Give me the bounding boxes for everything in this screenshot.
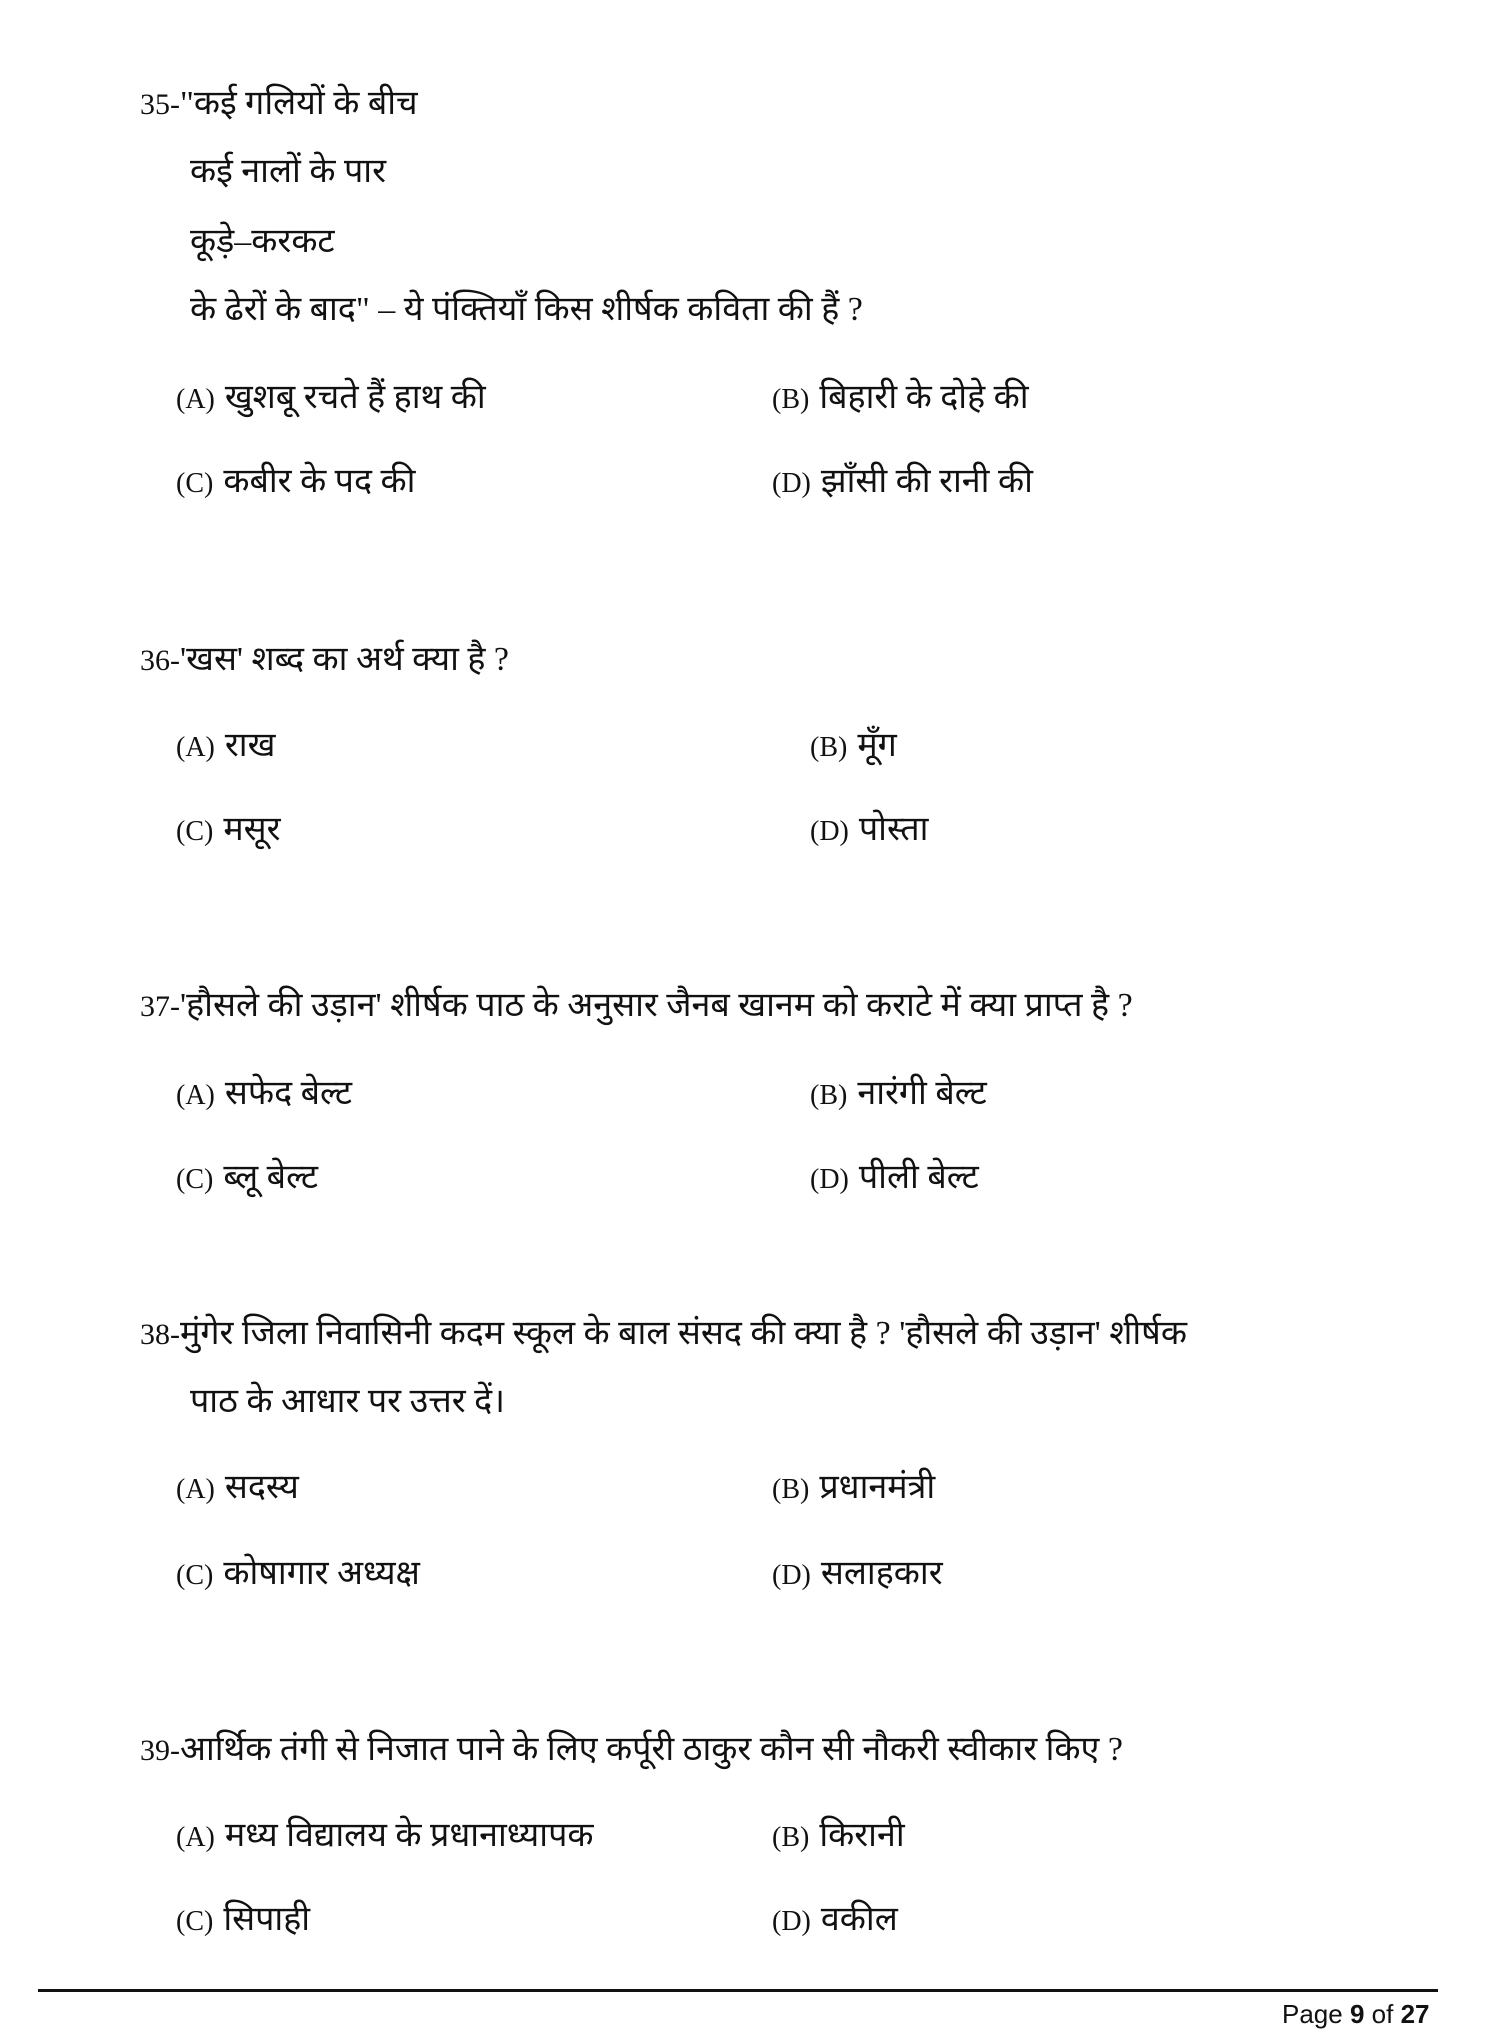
q35-option-d [772,462,1033,504]
q39-option-b [772,1816,905,1858]
option-key: (C) [176,1560,214,1591]
option-text: कोषागार अध्यक्ष [223,1555,420,1592]
option-key: (D) [772,1560,811,1591]
option-key: (C) [176,468,214,499]
option-key: (A) [176,1080,215,1111]
q36-option-a [176,726,275,768]
option-text: मध्य विद्यालय के प्रधानाध्यापक [224,1817,594,1854]
page-prefix: Page [1282,1999,1350,2029]
question-text: आर्थिक तंगी से निजात पाने के लिए कर्पूरी ठाकुर कौन सी नौकरी स्वीकार किए ? [180,1731,1123,1768]
question-38-line-1 [140,1314,1187,1355]
option-key: (D) [772,1906,811,1937]
question-number: 39- [140,1734,180,1767]
option-text: सिपाही [223,1901,311,1938]
q38-option-c [176,1554,420,1596]
q39-option-c [176,1900,310,1942]
option-text: बिहारी के दोहे की [819,379,1029,416]
page-of: of [1364,1999,1401,2029]
option-text: प्रधानमंत्री [819,1469,936,1506]
q37-option-d [810,1158,979,1200]
option-text: झाँसी की रानी की [820,463,1033,500]
option-text: राख [224,727,276,764]
q38-option-d [772,1554,943,1596]
q35-option-c [176,462,415,504]
q35-option-b [772,378,1029,420]
page-total: 27 [1400,1999,1430,2029]
question-35-line-1 [140,84,418,125]
question-38-line-2: पाठ के आधार पर उत्तर दें। [190,1383,506,1420]
option-key: (B) [810,732,848,763]
q38-option-a [176,1468,299,1510]
question-36 [140,640,509,681]
option-text: मसूर [223,811,281,848]
option-text: पीली बेल्ट [858,1159,979,1196]
question-text: मुंगेर जिला निवासिनी कदम स्कूल के बाल संसद की क्या है ? 'हौसले की उड़ान' शीर्षक [180,1315,1187,1352]
option-key: (D) [810,1164,849,1195]
option-text: पोस्ता [858,811,929,848]
question-37 [140,986,1133,1027]
q39-option-d [772,1900,898,1942]
option-key: (B) [772,1822,810,1853]
question-35-line-2: कई नालों के पार [190,153,386,190]
question-text: 'खस' शब्द का अर्थ क्या है ? [180,641,510,678]
option-key: (B) [772,1474,810,1505]
question-35-line-3: कूड़े–करकट [190,223,335,260]
question-number: 38- [140,1318,180,1351]
question-number: 35- [140,88,180,121]
option-text: ब्लू बेल्ट [223,1159,319,1196]
option-key: (B) [772,384,810,415]
q37-option-b [810,1074,987,1116]
q35-option-a [176,378,486,420]
footer-divider [38,1989,1438,1992]
option-text: मूँग [857,727,897,764]
option-key: (B) [810,1080,848,1111]
q38-option-b [772,1468,935,1510]
option-key: (A) [176,1474,215,1505]
question-35-line-4: के ढेरों के बाद" – ये पंक्तियाँ किस शीर्षक कविता की हैं ? [190,291,863,328]
option-key: (A) [176,732,215,763]
q39-option-a [176,1816,594,1858]
option-key: (C) [176,1906,214,1937]
option-text: सदस्य [224,1469,299,1506]
question-text: "कई गलियों के बीच [180,85,418,122]
option-key: (D) [772,468,811,499]
option-key: (D) [810,816,849,847]
option-key: (A) [176,1822,215,1853]
option-text: सफेद बेल्ट [224,1075,353,1112]
option-key: (A) [176,384,215,415]
option-text: वकील [820,1901,898,1938]
option-text: किरानी [819,1817,905,1854]
question-number: 36- [140,644,180,677]
page-number [1282,1998,1429,2030]
option-key: (C) [176,816,214,847]
option-text: नारंगी बेल्ट [857,1075,987,1112]
q37-option-a [176,1074,352,1116]
q36-option-d [810,810,928,852]
question-text: 'हौसले की उड़ान' शीर्षक पाठ के अनुसार जैनब खानम को कराटे में क्या प्राप्त है ? [180,987,1133,1024]
page-current: 9 [1349,1999,1365,2029]
option-text: खुशबू रचते हैं हाथ की [224,379,486,416]
option-text: सलाहकार [820,1555,943,1592]
option-text: कबीर के पद की [223,463,416,500]
q37-option-c [176,1158,318,1200]
option-key: (C) [176,1164,214,1195]
question-number: 37- [140,990,180,1023]
q36-option-c [176,810,281,852]
question-39 [140,1730,1123,1771]
q36-option-b [810,726,897,768]
